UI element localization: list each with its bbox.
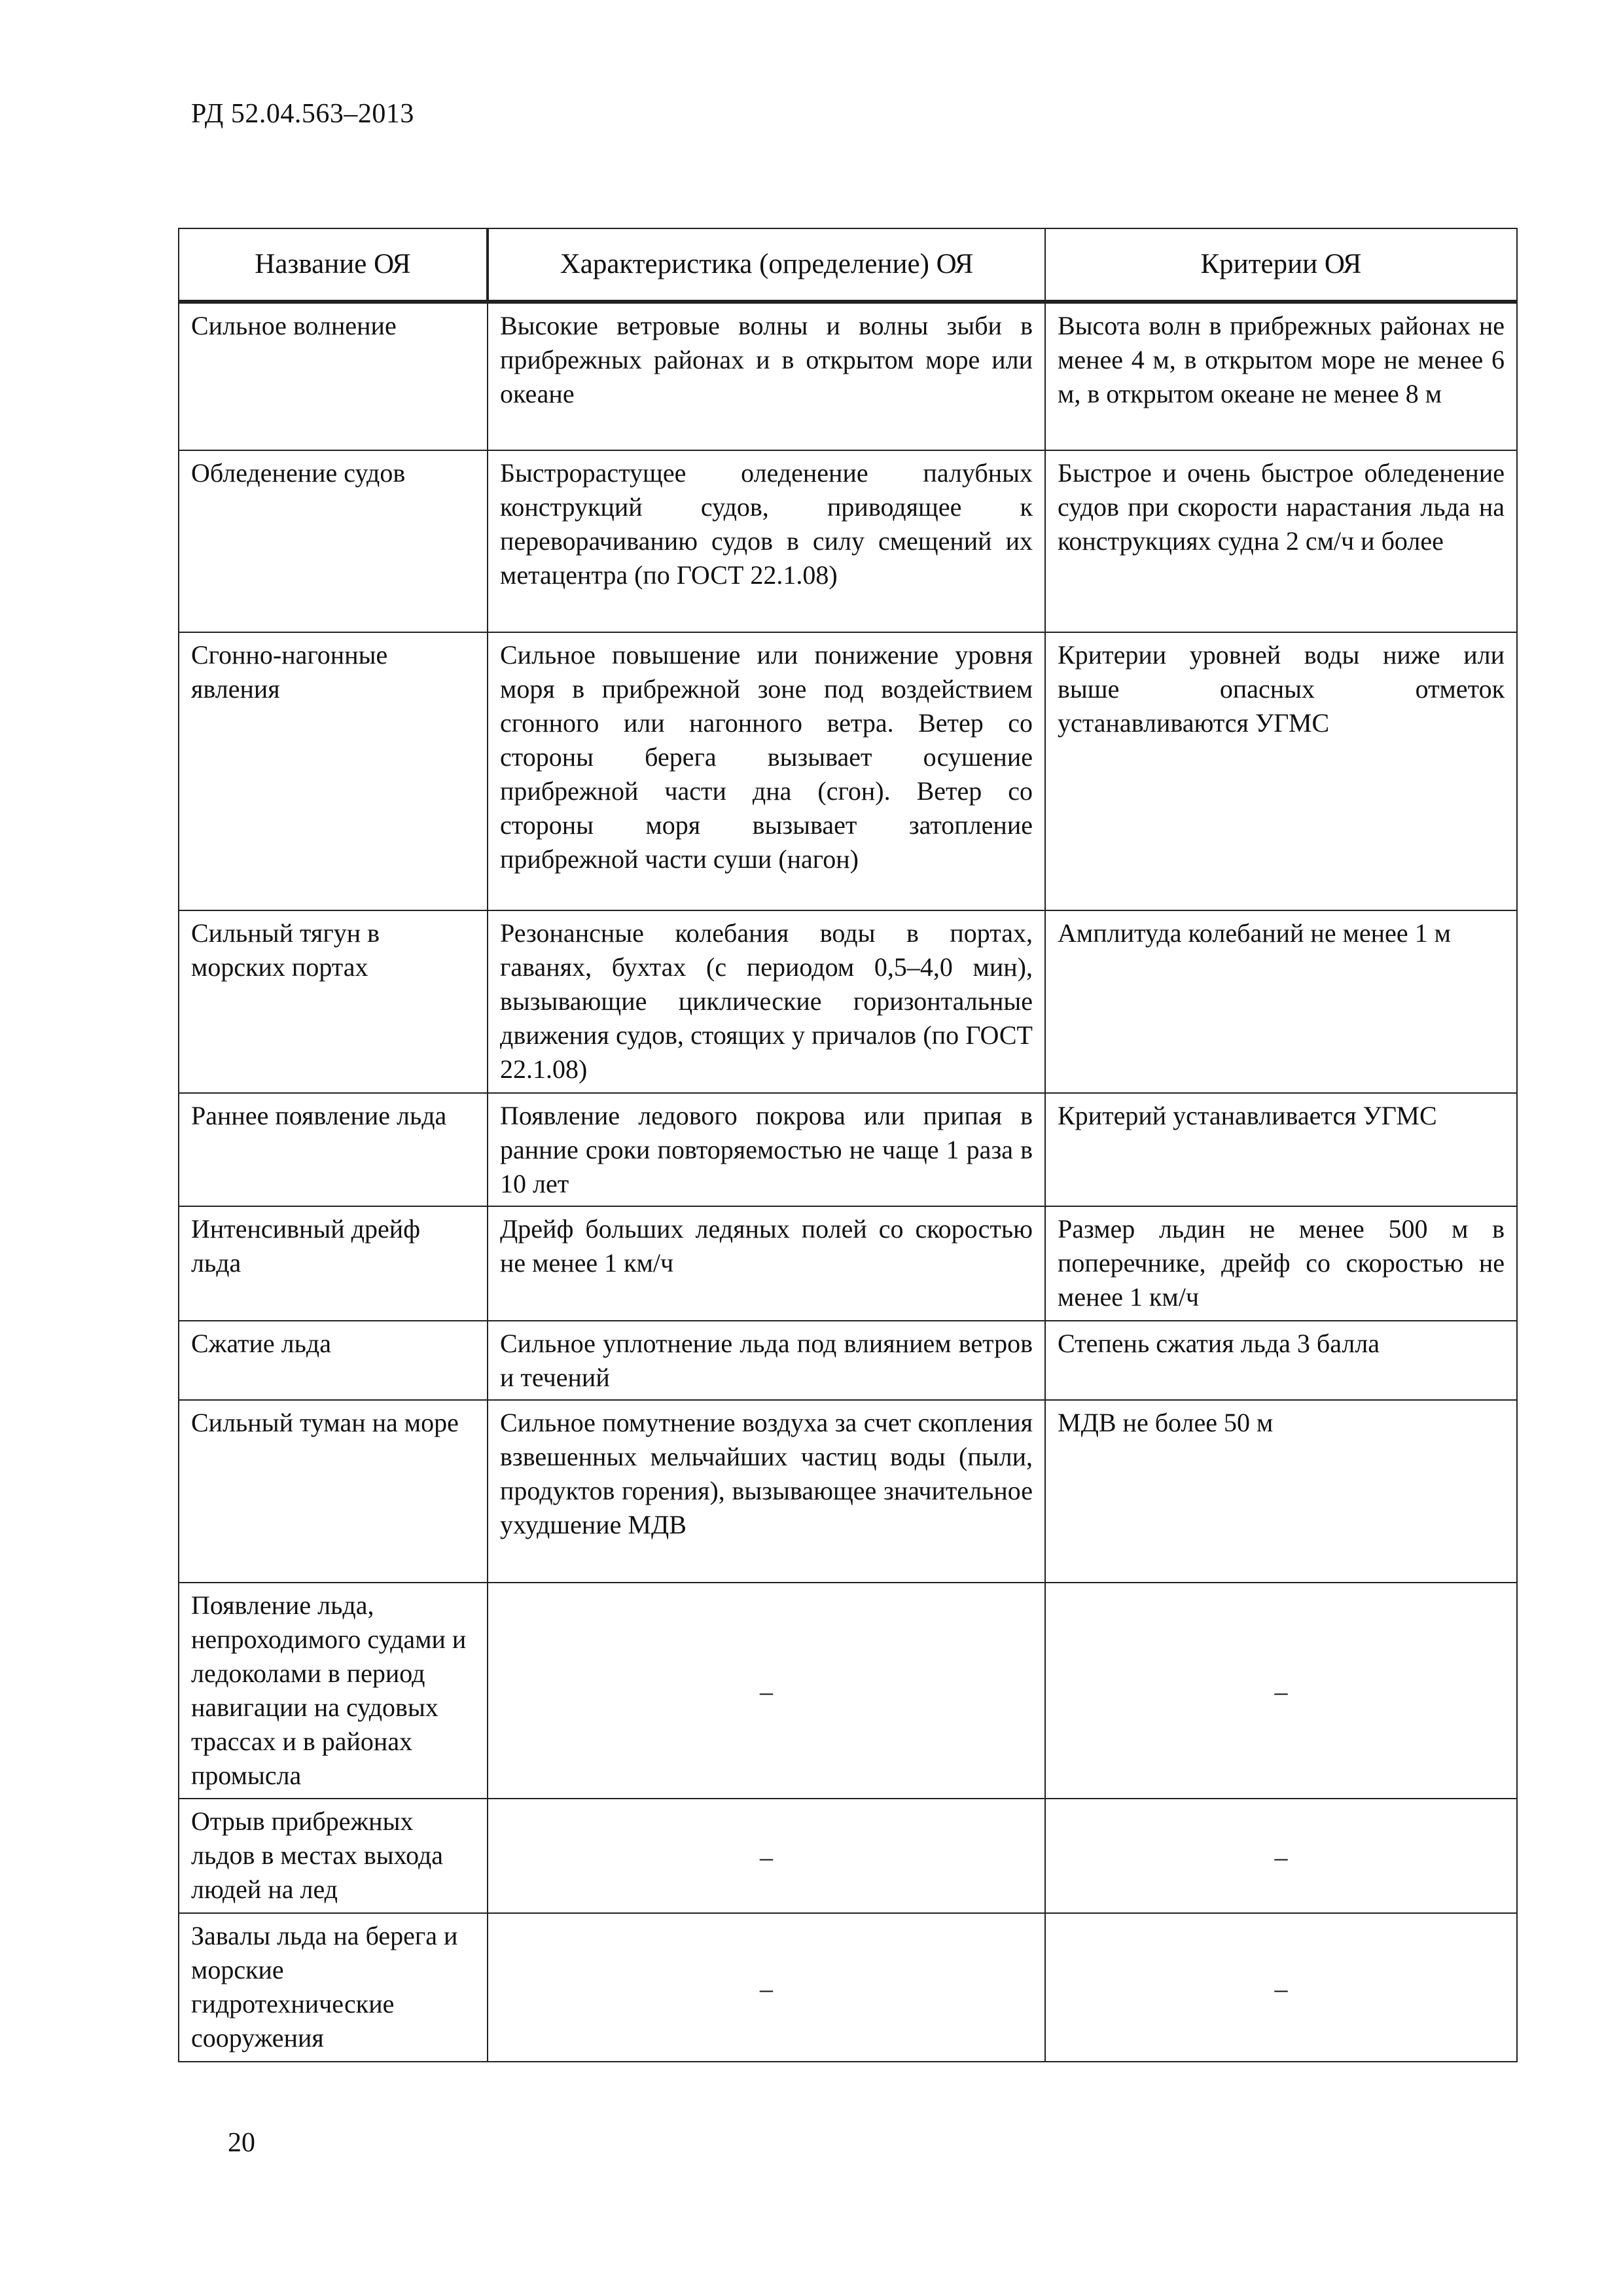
table-row (179, 1583, 1517, 1799)
cell-criteria: Критерии уровней воды ниже или выше опасных отметок устанавливаются УГМС (1045, 632, 1517, 910)
table-row (179, 450, 1517, 632)
cell-criteria: Размер льдин не менее 500 м в поперечнике, дрейф со скоростью не менее 1 км/ч (1045, 1206, 1517, 1321)
cell-definition: Дрейф больших ледяных полей со скоростью не менее 1 км/ч (488, 1206, 1045, 1321)
cell-name: Сильный тягун в морских портах (179, 910, 488, 1093)
cell-definition: Сильное уплотнение льда под влиянием ветров и течений (488, 1321, 1045, 1400)
cell-name: Сильный туман на море (179, 1400, 488, 1583)
cell-criteria: – (1045, 1799, 1517, 1913)
cell-name: Обледенение судов (179, 450, 488, 632)
cell-criteria: МДВ не более 50 м (1045, 1400, 1517, 1583)
table-row (179, 1321, 1517, 1400)
cell-criteria: Быстрое и очень быстрое обледенение судов при скорости нарастания льда на конструкциях судна 2 см/ч и более (1045, 450, 1517, 632)
table-row (179, 302, 1517, 450)
cell-definition: – (488, 1583, 1045, 1799)
cell-name: Сгонно-нагонные явления (179, 632, 488, 910)
cell-name: Интенсивный дрейф льда (179, 1206, 488, 1321)
cell-definition: – (488, 1799, 1045, 1913)
cell-definition: Высокие ветровые волны и волны зыби в прибрежных районах и в открытом море или океане (488, 302, 1045, 450)
cell-definition: Сильное повышение или понижение уровня моря в прибрежной зоне под воздействием сгонного или нагонного ветра. Ветер со стороны берега вызывает осушение прибрежной части дна (сгон). Ветер со стороны моря вызывает затопление прибрежной части суши (нагон) (488, 632, 1045, 910)
cell-definition: – (488, 1913, 1045, 2062)
cell-criteria: Критерий устанавливается УГМС (1045, 1093, 1517, 1206)
header-definition: Характеристика (определение) ОЯ (488, 228, 1045, 302)
header-criteria: Критерии ОЯ (1045, 228, 1517, 302)
table-row (179, 910, 1517, 1093)
table-row (179, 1913, 1517, 2062)
page-number: 20 (228, 2128, 255, 2158)
cell-name: Раннее появление льда (179, 1093, 488, 1206)
table-row (179, 1799, 1517, 1913)
cell-name: Появление льда, непроходимого судами и ледоколами в период навигации на судовых трассах и в районах промысла (179, 1583, 488, 1799)
cell-criteria: Степень сжатия льда 3 балла (1045, 1321, 1517, 1400)
cell-name: Сжатие льда (179, 1321, 488, 1400)
cell-name: Завалы льда на берега и морские гидротехнические сооружения (179, 1913, 488, 2062)
cell-definition: Появление ледового покрова или припая в ранние сроки повторяемостью не чаще 1 раза в 10 лет (488, 1093, 1045, 1206)
table-row (179, 1206, 1517, 1321)
cell-criteria: Амплитуда колебаний не менее 1 м (1045, 910, 1517, 1093)
table-header-row (179, 228, 1517, 302)
cell-definition: Резонансные колебания воды в портах, гаванях, бухтах (с периодом 0,5–4,0 мин), вызывающие циклические горизонтальные движения судов, стоящих у причалов (по ГОСТ 22.1.08) (488, 910, 1045, 1093)
cell-criteria: – (1045, 1583, 1517, 1799)
cell-name: Сильное волнение (179, 302, 488, 450)
cell-definition: Сильное помутнение воздуха за счет скопления взвешенных мельчайших частиц воды (пыли, продуктов горения), вызывающее значительное ухудшение МДВ (488, 1400, 1045, 1583)
document-code: РД 52.04.563–2013 (191, 99, 414, 129)
cell-criteria: – (1045, 1913, 1517, 2062)
cell-name: Отрыв прибрежных льдов в местах выхода людей на лед (179, 1799, 488, 1913)
header-name: Название ОЯ (179, 228, 488, 302)
table-row (179, 632, 1517, 910)
table-row (179, 1093, 1517, 1206)
cell-criteria: Высота волн в прибрежных районах не менее 4 м, в открытом море не менее 6 м, в открытом океане не менее 8 м (1045, 302, 1517, 450)
hazard-table (178, 228, 1518, 2062)
table-row (179, 1400, 1517, 1583)
cell-definition: Быстрорастущее оледенение палубных конструкций судов, приводящее к переворачиванию судов в силу смещений их метацентра (по ГОСТ 22.1.08) (488, 450, 1045, 632)
